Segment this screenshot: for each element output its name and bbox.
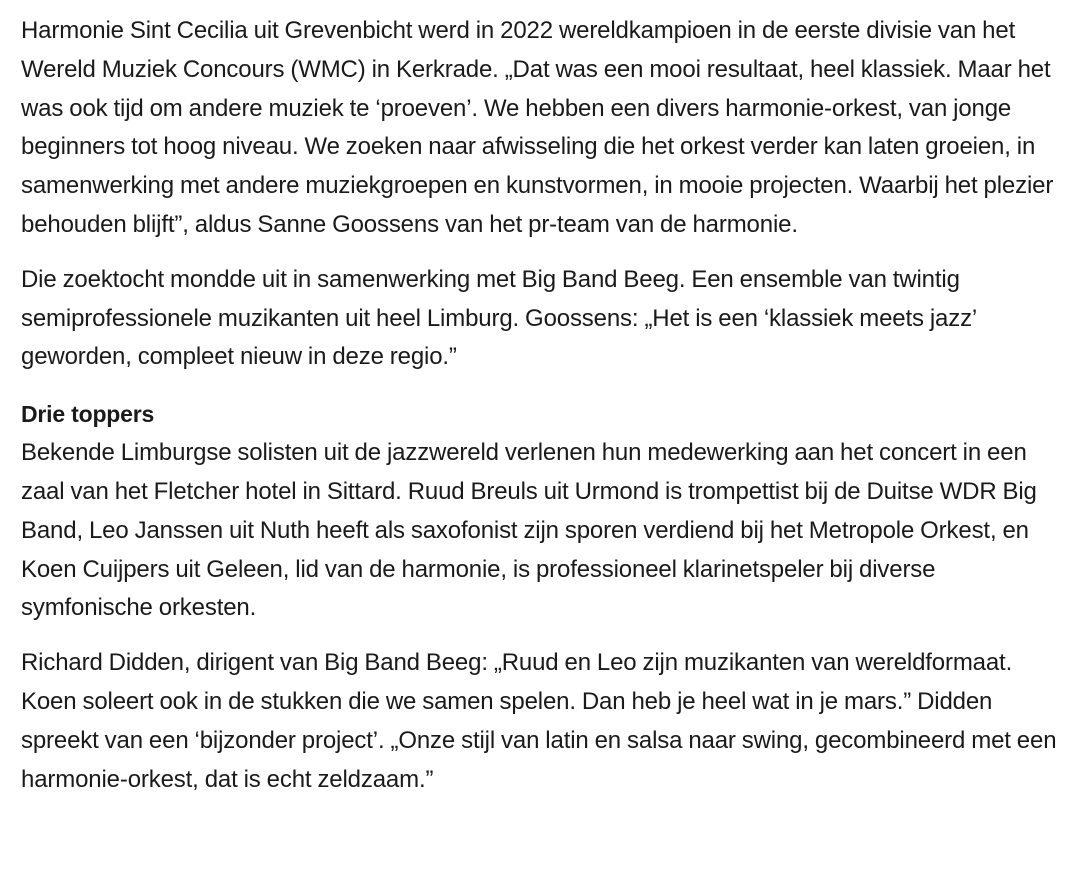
article-paragraph: Bekende Limburgse solisten uit de jazzwereld verlenen hun medewerking aan het concert in een zaal van het Fletcher hotel in Sittard. Ruud Breuls uit Urmond is trompettist bij de Duitse WDR Big Band, Leo Janssen uit Nuth heeft als saxofonist zijn sporen verdiend bij het Metropole Orkest, en Koen Cuijpers uit Geleen, lid van de harmonie, is professioneel klarinetspeler bij diverse symfonische orkesten. — [21, 439, 1037, 622]
article-paragraph: Harmonie Sint Cecilia uit Grevenbicht werd in 2022 wereldkampioen in de eerste divisie van het Wereld Muziek Concours (WMC) in Kerkrade. „Dat was een mooi resultaat, heel klassiek. Maar het was ook tijd om andere muziek te ‘proeven’. We hebben een divers harmonie-orkest, van jonge beginners tot hoog niveau. We zoeken naar afwisseling die het orkest verder kan laten groeien, in samenwerking met andere muziekgroepen en kunstvormen, in mooie projecten. Waarbij het plezier behouden blijft”, aldus Sanne Goossens van het pr-team van de harmonie. — [21, 17, 1054, 238]
article-paragraph: Richard Didden, dirigent van Big Band Beeg: „Ruud en Leo zijn muzikanten van wereldformaat. Koen soleert ook in de stukken die we samen spelen. Dan heb je heel wat in je mars.” Didden spreekt van een ‘bijzonder project’. „Onze stijl van latin en salsa naar swing, gecombineerd met een harmonie-orkest, dat is echt zeldzaam.” — [21, 649, 1057, 793]
article-paragraph: Die zoektocht mondde uit in samenwerking met Big Band Beeg. Een ensemble van twintig semiprofessionele muzikanten uit heel Limburg. Goossens: „Het is een ‘klassiek meets jazz’ geworden, compleet nieuw in deze regio.” — [21, 265, 977, 371]
article-subheading: Drie toppers — [21, 401, 155, 428]
